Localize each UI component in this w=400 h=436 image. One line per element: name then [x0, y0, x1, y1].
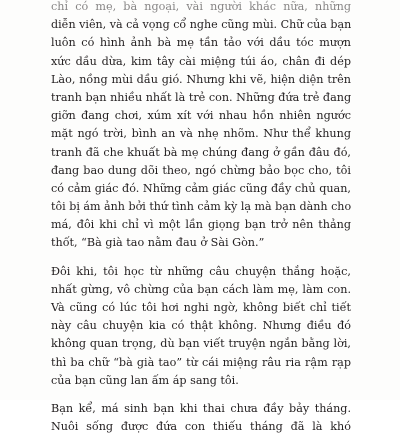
text-line: đang bao dung dõi theo, ngó chừng bảo bọc cho, tôi: [51, 163, 351, 177]
body-text: [51, 0, 351, 436]
paragraph-spacer: [51, 390, 351, 400]
text-line: thốt, “Bà già tao nằm đau ở Sài Gòn.”: [51, 236, 265, 250]
text-line: Bạn kể, má sinh bạn khi thai chưa đầy bảy tháng.: [51, 401, 351, 415]
text-line: thì ba chữ “bà già tao” từ cái miệng râu ria rậm rạp: [51, 355, 351, 369]
text-line: Và cũng có lúc tôi hơi nghi ngờ, không biết chỉ tiết: [51, 301, 351, 314]
text-line: Nuôi sống được đứa con thiếu tháng đã là khó: [51, 420, 351, 434]
text-line: tranh đã che khuất bà mẹ chúng đang ở gần đâu đó,: [51, 145, 351, 159]
text-line: Đôi khi, tôi học từ những câu chuyện thắng hoặc,: [51, 264, 351, 278]
paragraph-spacer: [51, 253, 351, 263]
paragraph-3: [51, 400, 351, 436]
text-line: của bạn cũng lan ấm áp sang tôi.: [51, 373, 239, 387]
text-line: diễn viên, và cả vọng cổ nghe cũng mùi. Chữ của bạn: [51, 18, 352, 32]
text-line: Lào, nồng mùi dầu gió. Nhưng khi vẽ, hiện diện trên: [51, 72, 351, 86]
text-line: giỡn đang chơi, xúm xít với nhau hồn nhiên ngước: [51, 109, 351, 123]
text-line: này câu chuyện kia có thật không. Nhưng điều đó: [51, 319, 351, 333]
text-line: nhất gừng, vô chừng của bạn cách làm mẹ, làm con.: [51, 282, 351, 296]
text-line: mặt ngó trời, bình an và nhẹ nhõm. Như thể khung: [51, 127, 351, 141]
text-line: má, đôi khi chỉ vì một lần giọng bạn trở nên thảng: [51, 218, 351, 232]
text-line: có cảm giác đó. Những cảm giác cũng đầy chủ quan,: [51, 181, 351, 195]
text-line: tranh bạn nhiều nhất là trẻ con. Những đứa trẻ đang: [51, 90, 352, 104]
text-line: không quan trọng, dù bạn viết truyện ngắn bằng lời,: [51, 337, 351, 351]
paragraph-2: [51, 263, 351, 390]
paragraph-1: [51, 0, 351, 253]
text-line: tôi bị ám ảnh bởi thứ tình cảm kỳ lạ mà bạn dành cho: [51, 200, 352, 214]
text-line: xức dầu dừa, kim tây cài miệng túi áo, chân đi dép: [51, 54, 351, 68]
text-line: luôn có hình ảnh bà mẹ tần tảo với dầu tóc mượn: [51, 36, 351, 50]
text-line: chỉ có mẹ, bà ngoại, vài người khác nữa, những: [51, 0, 351, 13]
